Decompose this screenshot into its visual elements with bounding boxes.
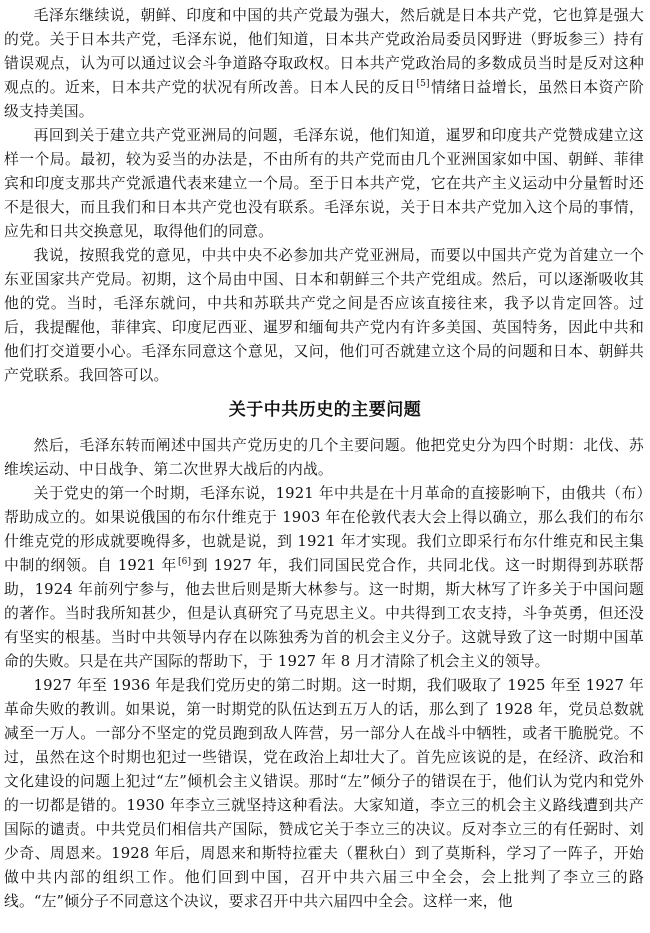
section-title: 关于中共历史的主要问题 xyxy=(228,400,422,420)
footnote-ref-6[interactable]: [6] xyxy=(177,557,192,568)
paragraph-text: 关于党史的第一个时期，毛泽东说，1921 年中共是在十月革命的直接影响下，由俄共（布）帮助成立的。如果说俄国的布尔什维克于 1903 年在伦敦代表大会上得以确立，那么我们的布尔什维克党的形成就要晚得多，也就是说，到 1921 年才实现。我们立即采行布尔什维克和民主集中制的纲领。自 1921 年 xyxy=(4,485,644,574)
paragraph-4 xyxy=(0,434,650,482)
paragraph-1 xyxy=(0,0,650,124)
footnote-ref-5[interactable]: [5] xyxy=(416,79,430,90)
paragraph-text: 毛泽东继续说，朝鲜、印度和中国的共产党最为强大，然后就是日本共产党，它也算是强大的党。关于日本共产党，毛泽东说，他们知道，日本共产党政治局委员冈野进（野坂参三）持有错误观点，认为可以通过议会斗争道路夺取政权。日本共产党政治局的多数成员当时是反对这种观点的。近来，日本共产党的状况有所改善。日本人民的反日 xyxy=(4,7,644,96)
paragraph-5 xyxy=(0,482,650,674)
paragraph-text: 情绪日益增长，虽然日本资产阶级支持美国。 xyxy=(4,79,644,120)
paragraph-text: 我说，按照我党的意见，中共中央不必参加共产党亚洲局，而要以中国共产党为首建立一个东亚国家共产党局。初期，这个局由中国、日本和朝鲜三个共产党组成。然后，可以逐渐吸收其他的党。当时，毛泽东就问，中共和苏联共产党之间是否应该直接往来，我予以肯定回答。过后，我提醒他，菲律宾、印度尼西亚、暹罗和缅甸共产党内有许多美国、英国特务，因此中共和他们打交道要小心。毛泽东同意这个意见，又问，他们可否就建立这个局的问题和日本、朝鲜共产党联系。我回答可以。 xyxy=(4,247,644,384)
paragraph-text: 再回到关于建立共产党亚洲局的问题，毛泽东说，他们知道，暹罗和印度共产党赞成建立这样一个局。最初，较为妥当的办法是，不由所有的共产党而由几个亚洲国家如中国、朝鲜、菲律宾和印度支那共产党派遣代表来建立一个局。至于日本共产党，它在共产主义运动中分量暂时还不是很大，而且我们和日本共产党也没有联系。毛泽东说，关于日本共产党加入这个局的事情，应先和日共交换意见，取得他们的同意。 xyxy=(4,127,644,240)
paragraph-2 xyxy=(0,124,650,244)
paragraph-6 xyxy=(0,674,650,914)
paragraph-3 xyxy=(0,244,650,388)
paragraph-text: 到 1927 年，我们同国民党合作，共同北伐。这一时期得到苏联帮助，1924 年前列宁参与，他去世后则是斯大林参与。这一时期，斯大林写了许多关于中国问题的著作。当时我所知甚少，但是认真研究了马克思主义。中共得到工农支持，斗争英勇，但还没有坚实的根基。当时中共领导内存在以陈独秀为首的机会主义分子。这就导致了这一时期中国革命的失败。只是在共产国际的帮助下，于 1927 年 8 月才清除了机会主义的领导。 xyxy=(4,557,644,670)
paragraph-text: 然后，毛泽东转而阐述中国共产党历史的几个主要问题。他把党史分为四个时期：北伐、苏维埃运动、中日战争、第二次世界大战后的内战。 xyxy=(4,437,644,478)
paragraph-text: 1927 年至 1936 年是我们党历史的第二时期。这一时期，我们吸取了 1925 年至 1927 年革命失败的教训。如果说，第一时期党的队伍达到五万人的话，那么到了 1928 年，党员总数就减至一万人。一部分不坚定的党员跑到敌人阵营，另一部分人在战斗中牺牲，或者干脆脱党。不过，虽然在这个时期也犯过一些错误，党在政治上却壮大了。首先应该说的是，在经济、政治和文化建设的问题上犯过“左”倾机会主义错误。那时“左”倾分子的错误在于，他们认为党内和党外的一切都是错的。1930 年李立三就坚持这种看法。大家知道，李立三的机会主义路线遭到共产国际的谴责。中共党员们相信共产国际，赞成它关于李立三的决议。反对李立三的有任弼时、刘少奇、周恩来。1928 年后，周恩来和斯特拉霍夫（瞿秋白）到了莫斯科，学习了一阵子，开始做中共内部的组织工作。他们回到中国，召开中共六届三中全会，会上批判了李立三的路线。“左”倾分子不同意这个决议，要求召开中共六届四中全会。这样一来，他 xyxy=(4,677,644,910)
